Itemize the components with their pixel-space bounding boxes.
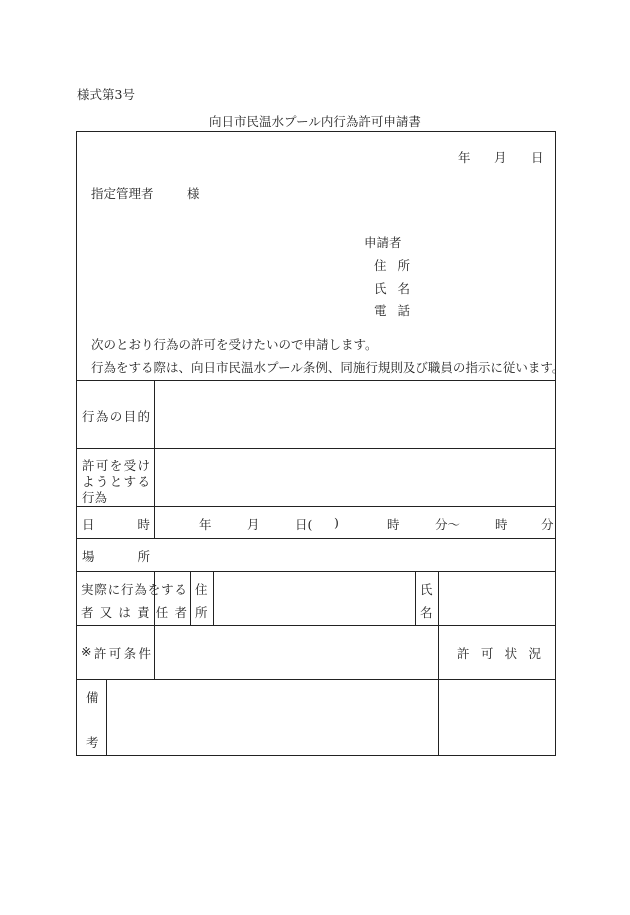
char: す [161, 582, 174, 597]
char: 受 [123, 458, 137, 473]
applicant-address-label [374, 256, 410, 274]
char: ※ [81, 644, 92, 659]
responsible-address-label-top: 住 [195, 582, 208, 597]
char: 為 [134, 582, 147, 597]
column-divider [415, 571, 416, 625]
char: と [109, 474, 123, 489]
row-divider [77, 571, 555, 572]
char: 可 [108, 646, 122, 661]
char: す [123, 474, 137, 489]
column-divider [438, 571, 439, 756]
char: 者 [174, 605, 187, 620]
char: 状 [504, 646, 518, 661]
char: 条 [123, 646, 137, 661]
datetime-start-hour-unit: 時 [387, 517, 400, 532]
datetime-day-unit: 日( [295, 517, 313, 532]
char: 件 [138, 646, 151, 661]
column-divider [154, 625, 155, 679]
place-label [82, 547, 150, 565]
datetime-month-unit: 月 [247, 517, 260, 532]
char: 可 [95, 458, 109, 473]
char: 行 [82, 409, 95, 424]
char: よ [82, 474, 95, 489]
form-title: 向日市民温水プール内行為許可申請書 [209, 114, 421, 129]
char: 況 [528, 646, 541, 661]
char: 日 [82, 517, 95, 532]
datetime-start-minute-unit: 分〜 [435, 517, 461, 532]
char: は [118, 605, 131, 620]
column-divider [213, 571, 214, 625]
char: 電 [374, 303, 387, 318]
char: け [137, 458, 150, 473]
char: 者 [81, 605, 94, 620]
datetime-year-unit: 年 [199, 517, 212, 532]
char: 任 [155, 605, 169, 620]
purpose-label [82, 407, 150, 425]
column-divider [106, 679, 107, 756]
char: の [109, 409, 123, 424]
application-form [76, 131, 565, 756]
char: 時 [137, 517, 150, 532]
char: 許 [93, 646, 107, 661]
char: を [109, 458, 123, 473]
statement-request: 次のとおり行為の許可を受けたいので申請します。 [91, 337, 378, 352]
char: 住 [374, 258, 387, 273]
row-divider [77, 679, 555, 680]
char: 為 [95, 409, 109, 424]
statement-compliance: 行為をする際は、向日市民温水プール条例、同施行規則及び職員の指示に従います。 [91, 360, 565, 375]
char: に [107, 582, 121, 597]
char: 的 [137, 409, 150, 424]
char: 目 [123, 409, 137, 424]
addressee: 指定管理者 [91, 186, 154, 201]
datetime-end-hour-unit: 時 [495, 517, 508, 532]
char: 所 [137, 549, 150, 564]
column-divider [190, 571, 191, 625]
responsible-label-line-1 [81, 580, 187, 598]
datetime-end-minute-unit: 分 [541, 517, 554, 532]
form-number: 様式第3号 [77, 87, 135, 102]
responsible-name-label-bottom: 名 [420, 605, 433, 620]
char: う [95, 474, 109, 489]
row-divider [77, 448, 555, 449]
char: 行 [121, 582, 134, 597]
date-month-label: 月 [494, 150, 507, 165]
activity-label-line-3: 行為 [82, 490, 108, 505]
applicant-label: 申請者 [364, 235, 402, 250]
responsible-name-label-top: 氏 [420, 582, 433, 597]
status-label [457, 644, 541, 662]
char: 話 [397, 303, 410, 318]
char: 実 [81, 582, 94, 597]
row-divider [77, 380, 555, 381]
responsible-address-label-bottom: 所 [195, 605, 208, 620]
remarks-label-top: 備 [86, 690, 99, 705]
char: る [174, 582, 187, 597]
date-day-label: 日 [531, 150, 544, 165]
date-year-label: 年 [458, 150, 471, 165]
row-divider [77, 506, 555, 507]
char: 名 [397, 281, 410, 296]
datetime-label [82, 515, 150, 533]
char: 責 [137, 605, 150, 620]
char: 場 [82, 549, 95, 564]
honorific: 様 [187, 186, 200, 201]
char: 許 [82, 458, 95, 473]
applicant-phone-label [374, 301, 410, 319]
char: 又 [99, 605, 113, 620]
char: 氏 [374, 281, 387, 296]
char: る [137, 474, 150, 489]
column-divider [154, 380, 155, 538]
row-divider [77, 538, 555, 539]
datetime-weekday-close: ) [334, 515, 339, 530]
applicant-name-label [374, 279, 410, 297]
char: 可 [480, 646, 494, 661]
char: を [147, 582, 161, 597]
responsible-label-line-2 [81, 603, 187, 621]
char: 許 [457, 646, 470, 661]
conditions-label [81, 644, 151, 662]
char: 際 [94, 582, 107, 597]
remarks-label-bottom: 考 [86, 735, 99, 750]
char: 所 [397, 258, 410, 273]
row-divider [77, 625, 555, 626]
